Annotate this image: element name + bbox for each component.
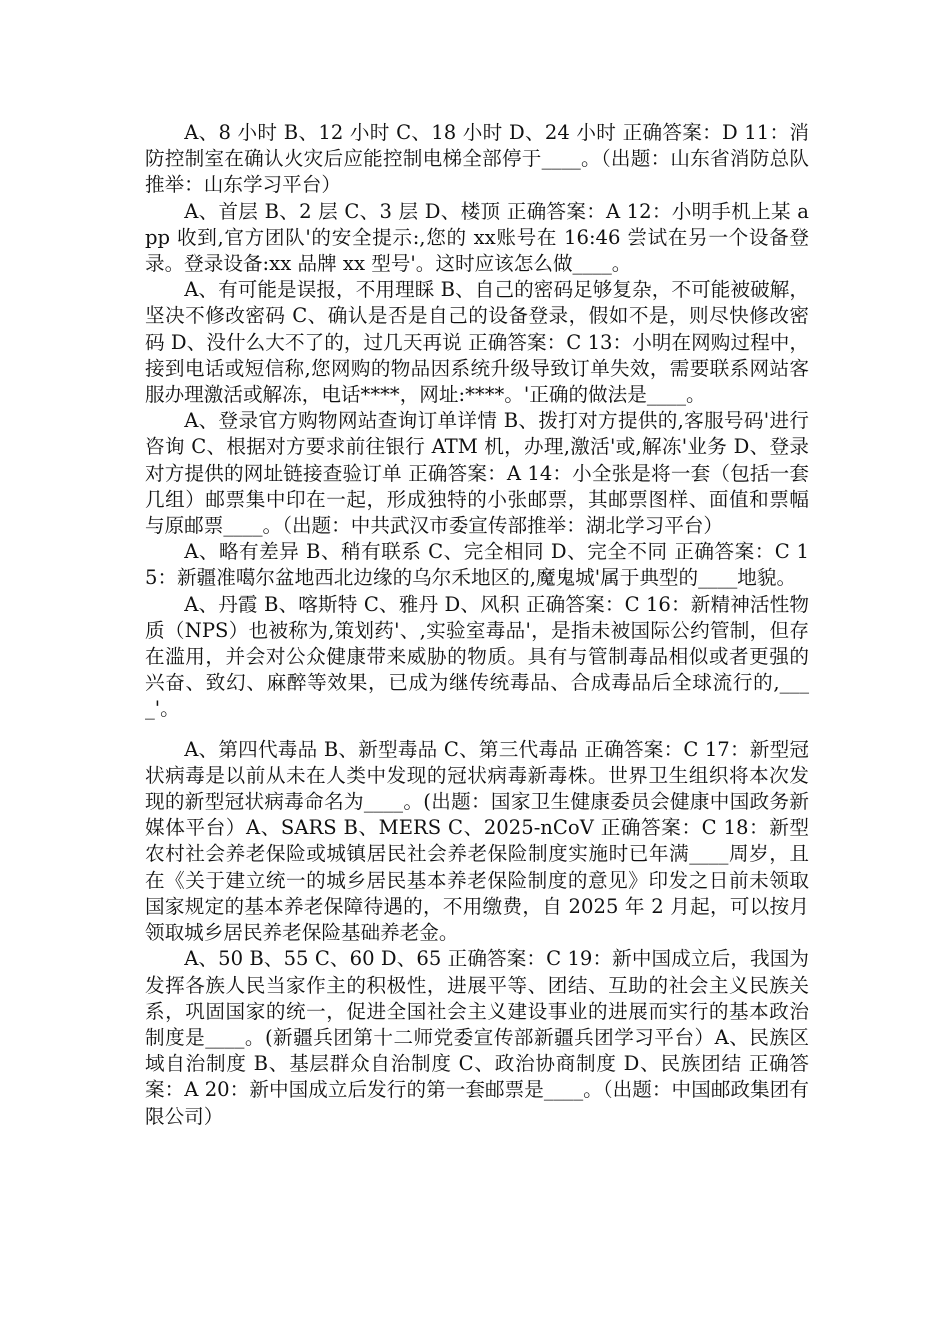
question-paragraph-15: A、略有差异 B、稍有联系 C、完全相同 D、完全不同 正确答案：C 15：新疆准噶尔盆地西北边缘的乌尔禾地区的,魔鬼城'属于典型的____地貌。	[145, 540, 809, 590]
question-paragraph-16: A、丹霞 B、喀斯特 C、雅丹 D、风积 正确答案：C 16：新精神活性物质（NPS）也被称为,策划药'、,实验室毒品'，是指未被国际公约管制，但存在滥用，并会对公众健康带来威胁的物质。具有与管制毒品相似或者更强的兴奋、致幻、麻醉等效果，已成为继传统毒品、合成毒品后全球流行的,____'。	[145, 592, 809, 721]
question-paragraph-12: A、首层 B、2 层 C、3 层 D、楼顶 正确答案：A 12：小明手机上某 app 收到,官方团队'的安全提示:,您的 xx账号在 16:46 尝试在另一个设备登录。登录设备:xx 品牌 xx 型号'。这时应该怎么做____。	[145, 199, 809, 276]
question-paragraph-14: A、登录官方购物网站查询订单详情 B、拨打对方提供的,客服号码'进行咨询 C、根据对方要求前往银行 ATM 机，办理,激活'或,解冻'业务 D、登录对方提供的网址链接查验订单 正确答案：A 14：小全张是将一套（包括一套几组）邮票集中印在一起，形成独特的小张邮票，其邮票图样、面值和票幅与原邮票____。（出题：中共武汉市委宣传部推举：湖北学习平台）	[145, 409, 809, 538]
question-paragraph-19-20: A、50 B、55 C、60 D、65 正确答案：C 19：新中国成立后，我国为发挥各族人民当家作主的积极性，进展平等、团结、互助的社会主义民族关系，巩固国家的统一，促进全国社会主义建设事业的进展而实行的基本政治制度是____。(新疆兵团第十二师党委宣传部新疆兵团学习平台）A、民族区域自治制度 B、基层群众自治制度 C、政治协商制度 D、民族团结 正确答案：A 20：新中国成立后发行的第一套邮票是____。（出题：中国邮政集团有限公司）	[145, 947, 809, 1128]
question-paragraph-11: A、8 小时 B、12 小时 C、18 小时 D、24 小时 正确答案：D 11：消防控制室在确认火灾后应能控制电梯全部停于____。（出题：山东省消防总队推举：山东学习平台）	[145, 121, 809, 197]
document-page	[145, 120, 809, 1130]
question-paragraph-17-18: A、第四代毒品 B、新型毒品 C、第三代毒品 正确答案：C 17：新型冠状病毒是以前从未在人类中发现的冠状病毒新毒株。世界卫生组织将本次发现的新型冠状病毒命名为____。(出题：国家卫生健康委员会健康中国政务新媒体平台）A、SARS B、MERS C、2025-nCoV 正确答案：C 18：新型农村社会养老保险或城镇居民社会养老保险制度实施时已年满____周岁，且在《关于建立统一的城乡居民基本养老保险制度的意见》印发之日前未领取国家规定的基本养老保障待遇的，不用缴费，自 2025 年 2 月起，可以按月领取城乡居民养老保险基础养老金。	[145, 737, 809, 945]
question-paragraph-13: A、有可能是误报，不用理睬 B、自己的密码足够复杂，不可能被破解，坚决不修改密码 C、确认是否是自己的设备登录，假如不是，则尽快修改密码 D、没什么大不了的，过几天再说 正确答案：C 13：小明在网购过程中，接到电话或短信称,您网购的物品因系统升级导致订单失效，需要联系网站客服办理激活或解冻，电话****，网址:****。'正确的做法是____。	[145, 278, 809, 407]
